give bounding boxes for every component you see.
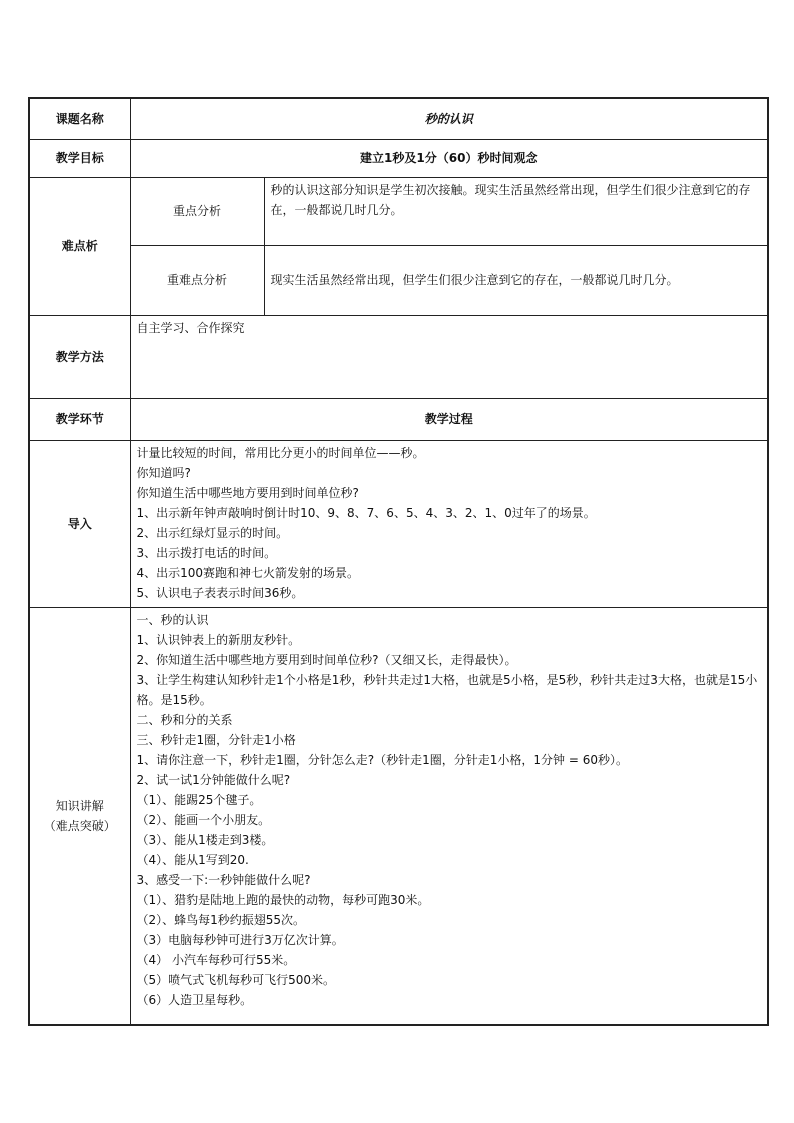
difficulty-label: 难点析 (29, 177, 130, 315)
row-teaching-method (29, 315, 768, 398)
key-point-paragraph: 秒的认识这部分知识是学生初次接触。现实生活虽然经常出现，但学生们很少注意到它的存在，一般都说几时几分。 (270, 182, 751, 217)
knowledge-label (29, 607, 130, 1025)
knowledge-line: 一、秒的认识 (136, 612, 209, 627)
key-point-text (264, 177, 768, 245)
row-knowledge (29, 607, 768, 1025)
knowledge-line: （5）喷气式飞机每秒可飞行500米。 (136, 972, 336, 987)
knowledge-line: （6）人造卫星每秒。 (136, 992, 253, 1007)
hard-point-label: 重难点分析 (130, 245, 264, 315)
row-course-name (29, 98, 768, 139)
goal-value: 建立1秒及1分（60）秒时间观念 (130, 139, 768, 177)
row-process-header (29, 398, 768, 440)
knowledge-line: （4） 小汽车每秒可行55米。 (136, 952, 296, 967)
course-name-value (130, 98, 768, 139)
row-intro (29, 440, 768, 607)
method-text: 自主学习、合作探究 (130, 315, 768, 398)
knowledge-line: （1）、能踢25个毽子。 (136, 792, 262, 807)
intro-line: 3、出示拨打电话的时间。 (136, 545, 277, 560)
stage-header: 教学环节 (29, 398, 130, 440)
knowledge-line: （2）、蜂鸟每1秒约振翅55次。 (136, 912, 306, 927)
knowledge-label-sub: （难点突破） (43, 818, 116, 833)
row-hard-point (29, 245, 768, 315)
intro-line: 你知道吗? (136, 465, 191, 480)
intro-label: 导入 (29, 440, 130, 607)
knowledge-line: 1、认识钟表上的新朋友秒针。 (136, 632, 301, 647)
knowledge-line: （1）、猎豹是陆地上跑的最快的动物，每秒可跑30米。 (136, 892, 430, 907)
knowledge-line: 1、请你注意一下，秒针走1圈，分针怎么走?（秒针走1圈，分针走1小格，1分钟 = 60秒）。 (136, 752, 628, 767)
knowledge-line: （2）、能画一个小朋友。 (136, 812, 271, 827)
knowledge-label-main: 知识讲解 (55, 798, 104, 813)
intro-line: 计量比较短的时间，常用比分更小的时间单位——秒。 (136, 445, 425, 460)
knowledge-line: （3）、能从1楼走到3楼。 (136, 832, 274, 847)
knowledge-line: 2、你知道生活中哪些地方要用到时间单位秒?（又细又长，走得最快）。 (136, 652, 517, 667)
knowledge-line: 三、秒针走1圈，分针走1小格 (136, 732, 296, 747)
course-name-label: 课题名称 (29, 98, 130, 139)
lesson-plan-table (28, 97, 769, 1026)
knowledge-line: 2、试一试1分钟能做什么呢? (136, 772, 291, 787)
knowledge-line: 二、秒和分的关系 (136, 712, 233, 727)
goal-label: 教学目标 (29, 139, 130, 177)
intro-content (130, 440, 768, 607)
course-name-text: 秒的认识 (424, 111, 473, 126)
knowledge-content (130, 607, 768, 1025)
intro-line: 1、出示新年钟声敲响时倒计时10、9、8、7、6、5、4、3、2、1、0过年了的场景。 (136, 505, 596, 520)
knowledge-line: 3、让学生构建认知秒针走1个小格是1秒，秒针共走过1大格，也就是5小格，是5秒，秒针共走过3大格，也就是15小格。是15秒。 (136, 672, 758, 707)
knowledge-line: 3、感受一下:一秒钟能做什么呢? (136, 872, 311, 887)
process-header: 教学过程 (130, 398, 768, 440)
knowledge-line: （3）电脑每秒钟可进行3万亿次计算。 (136, 932, 344, 947)
row-key-point (29, 177, 768, 245)
hard-point-text: 现实生活虽然经常出现，但学生们很少注意到它的存在，一般都说几时几分。 (264, 245, 768, 315)
row-teaching-goal (29, 139, 768, 177)
method-label: 教学方法 (29, 315, 130, 398)
knowledge-line: （4）、能从1写到20. (136, 852, 249, 867)
intro-line: 2、出示红绿灯显示的时间。 (136, 525, 289, 540)
key-point-label: 重点分析 (130, 177, 264, 245)
intro-line: 你知道生活中哪些地方要用到时间单位秒? (136, 485, 359, 500)
intro-line: 5、认识电子表表示时间36秒。 (136, 585, 304, 600)
intro-line: 4、出示100赛跑和神七火箭发射的场景。 (136, 565, 360, 580)
